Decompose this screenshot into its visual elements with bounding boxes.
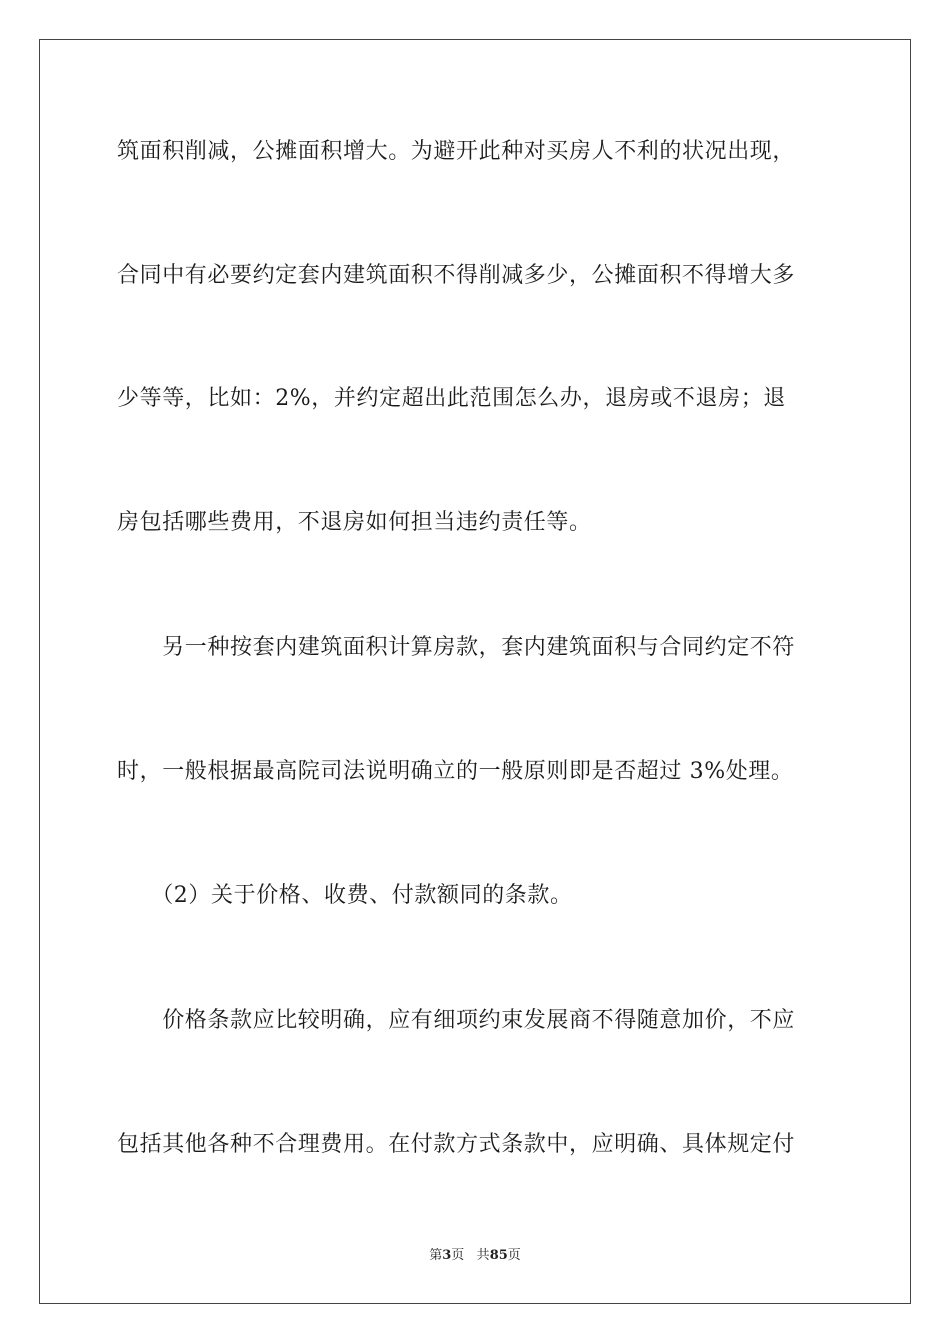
footer-current-page: 3 [442, 1248, 452, 1263]
body-text-line: 房包括哪些费用，不退房如何担当违约责任等。 [117, 510, 592, 535]
page-footer [0, 1247, 950, 1265]
body-text-line: 时，一般根据最高院司法说明确立的一般原则即是否超过 3%处理。 [117, 759, 794, 784]
footer-page-prefix: 第 [429, 1248, 443, 1263]
body-text-line: 另一种按套内建筑面积计算房款，套内建筑面积与合同约定不符 [117, 635, 796, 660]
footer-total-pages: 85 [489, 1248, 508, 1263]
body-text-line: （2）关于价格、收费、付款额同的条款。 [117, 883, 573, 908]
body-text-line: 少等等，比如：2%，并约定超出此范围怎么办，退房或不退房；退 [117, 386, 786, 411]
footer-page-suffix: 页 [451, 1248, 465, 1263]
body-text-line: 价格条款应比较明确，应有细项约束发展商不得随意加价，不应 [117, 1008, 796, 1033]
body-text-line: 合同中有必要约定套内建筑面积不得削减多少，公摊面积不得增大多 [117, 263, 796, 288]
page-border [39, 39, 911, 1304]
footer-total-prefix: 共 [476, 1248, 490, 1263]
body-text-line: 筑面积削减，公摊面积增大。为避开此种对买房人不利的状况出现， [117, 139, 796, 164]
footer-total-suffix: 页 [507, 1248, 521, 1263]
body-text-line: 包括其他各种不合理费用。在付款方式条款中，应明确、具体规定付 [117, 1132, 796, 1157]
